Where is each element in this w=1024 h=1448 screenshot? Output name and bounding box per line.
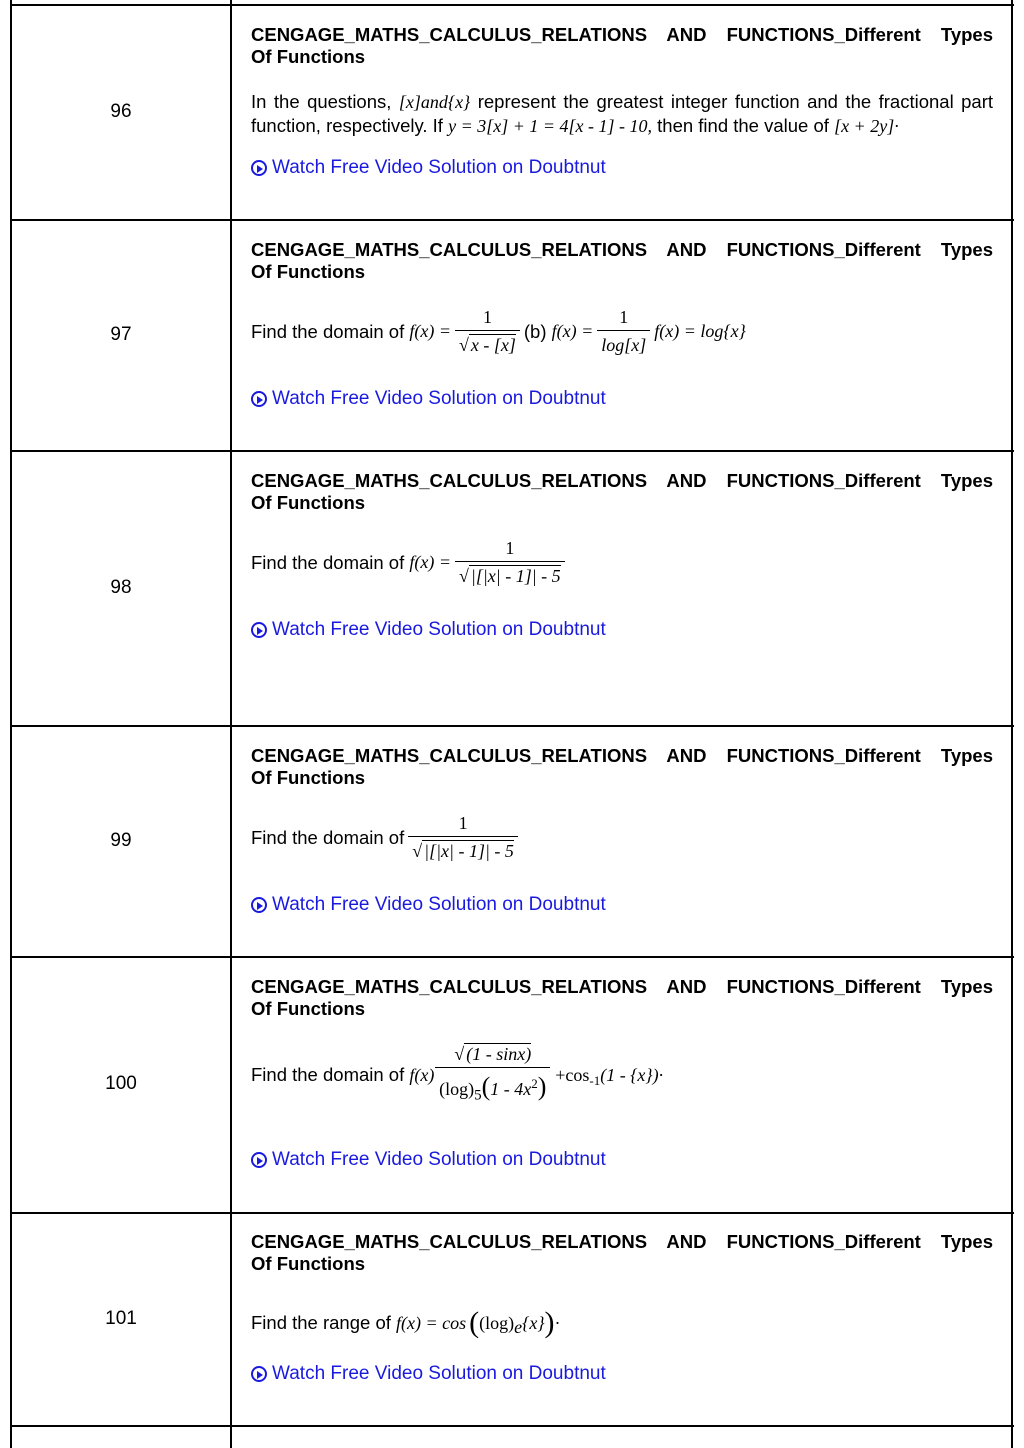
fraction: $\frac{1}{√ |[|x| - 1]| - 5}$ — [455, 537, 565, 588]
table-column-divider — [230, 0, 232, 1448]
math-expression: f(x) = — [551, 321, 594, 341]
fraction — [597, 306, 650, 357]
table-left-border — [10, 0, 12, 1448]
numerator: 1 — [505, 538, 515, 558]
math-expression: f(x) = log{x} — [654, 321, 746, 341]
exponent: -1 — [589, 1073, 601, 1088]
fraction: $\frac{1}{√ |[|x| - 1]| - 5}$ — [408, 812, 518, 863]
title-line: Of Functions — [251, 767, 366, 788]
question-text — [251, 90, 993, 138]
link-label: Watch Free Video Solution on Doubtnut — [272, 157, 606, 178]
fraction: $\frac{√ (1 - \sin x)}{(\log)_5(1 - 4x^2)}$ — [434, 1043, 551, 1108]
question-number: 100 — [105, 1073, 137, 1094]
question-text-part: In the questions, — [251, 91, 392, 112]
link-label: Watch Free Video Solution on Doubtnut — [272, 388, 606, 409]
math-expression: f(x) = — [409, 552, 451, 572]
question-text-part: then find the value of — [657, 115, 829, 136]
log-base: e — [514, 1317, 523, 1337]
title-line: CENGAGE_MATHS_CALCULUS_RELATIONS AND FUNCTIONS_Different Types — [251, 24, 993, 45]
math-expression: +cos — [555, 1064, 590, 1085]
play-icon — [251, 160, 267, 176]
denominator-part: (log) — [439, 1079, 475, 1099]
row-divider — [10, 1212, 1014, 1214]
play-icon — [251, 1366, 267, 1382]
question-text-part: Find the domain of — [251, 320, 405, 342]
title-line: Of Functions — [251, 1253, 366, 1274]
question-text — [251, 306, 993, 357]
title-line: CENGAGE_MATHS_CALCULUS_RELATIONS AND FUNCTIONS_Different Types — [251, 976, 993, 997]
table-right-border — [1011, 0, 1013, 1448]
title-line: Of Functions — [251, 261, 366, 282]
question-text-part: Find the domain of — [251, 1064, 405, 1086]
title-line: Of Functions — [251, 46, 366, 67]
question-number: 97 — [110, 324, 132, 345]
link-label: Watch Free Video Solution on Doubtnut — [272, 619, 606, 640]
math-expression: {x} — [522, 1312, 545, 1333]
question-title — [251, 24, 993, 68]
question-number: 99 — [110, 830, 132, 851]
math-expression: (1 - {x})· — [600, 1064, 664, 1085]
link-label: Watch Free Video Solution on Doubtnut — [272, 1363, 606, 1384]
row-divider — [10, 219, 1014, 221]
title-line: CENGAGE_MATHS_CALCULUS_RELATIONS AND FUNCTIONS_Different Types — [251, 239, 993, 260]
numerator: (1 - sinx) — [466, 1044, 532, 1064]
question-title — [251, 1231, 993, 1275]
watch-video-link[interactable] — [251, 1363, 606, 1385]
question-text-part: represent the greatest integer function and the fractional part function, respectively. If — [251, 91, 994, 136]
log-base: 5 — [474, 1087, 482, 1104]
question-title — [251, 239, 993, 283]
question-number: 96 — [110, 101, 132, 122]
question-text-part: Find the domain of — [251, 551, 405, 573]
numerator: 1 — [458, 813, 468, 833]
math-expression: f(x) = cos — [396, 1312, 467, 1333]
math-expression: [x]and{x} — [398, 92, 471, 112]
row-divider — [10, 956, 1014, 958]
title-line: Of Functions — [251, 492, 366, 513]
question-text-part: Find the domain of — [251, 826, 405, 848]
denominator-part: 1 - 4x — [490, 1079, 532, 1099]
question-text: Find the range of f(x) = cos ( (log) e {x} ) · — [251, 1306, 561, 1339]
math-expression: [x + 2y]· — [834, 116, 899, 136]
row-divider — [10, 4, 1014, 6]
denominator: |[|x| - 1]| - 5 — [470, 566, 561, 586]
question-text — [251, 537, 993, 588]
watch-video-link[interactable] — [251, 619, 606, 641]
math-expression: y = 3[x] + 1 = 4[x - 1] - 10, — [448, 116, 652, 136]
play-icon — [251, 622, 267, 638]
watch-video-link[interactable] — [251, 157, 606, 179]
watch-video-link[interactable] — [251, 388, 606, 410]
row-divider — [10, 725, 1014, 727]
question-number: 98 — [110, 577, 132, 598]
numerator: 1 — [619, 307, 629, 327]
denominator: log[x] — [597, 330, 650, 357]
title-line: CENGAGE_MATHS_CALCULUS_RELATIONS AND FUNCTIONS_Different Types — [251, 470, 993, 491]
question-text — [251, 812, 993, 863]
math-expression: f(x) = — [409, 321, 451, 341]
title-line: Of Functions — [251, 998, 366, 1019]
play-icon — [251, 1152, 267, 1168]
exponent: 2 — [531, 1076, 538, 1091]
question-text-part: (b) — [523, 320, 547, 342]
title-line: CENGAGE_MATHS_CALCULUS_RELATIONS AND FUNCTIONS_Different Types — [251, 1231, 993, 1252]
math-expression: (log) — [479, 1312, 515, 1333]
math-expression: · — [554, 1312, 561, 1333]
fraction: $\frac{1}{√ x - [x]}$ — [455, 306, 520, 357]
math-expression: f(x) — [409, 1064, 435, 1085]
numerator: 1 — [482, 307, 492, 327]
watch-video-link[interactable] — [251, 1149, 606, 1171]
play-icon — [251, 391, 267, 407]
question-title — [251, 745, 993, 789]
link-label: Watch Free Video Solution on Doubtnut — [272, 894, 606, 915]
link-label: Watch Free Video Solution on Doubtnut — [272, 1149, 606, 1170]
row-divider — [10, 1425, 1014, 1427]
title-line: CENGAGE_MATHS_CALCULUS_RELATIONS AND FUNCTIONS_Different Types — [251, 745, 993, 766]
question-title — [251, 470, 993, 514]
question-text — [251, 1043, 993, 1108]
question-number: 101 — [105, 1308, 137, 1329]
watch-video-link[interactable] — [251, 894, 606, 916]
question-title — [251, 976, 993, 1020]
play-icon — [251, 897, 267, 913]
denominator: |[|x| - 1]| - 5 — [424, 841, 514, 861]
row-divider — [10, 450, 1014, 452]
question-text-part: Find the range of — [251, 1312, 391, 1333]
denominator: x - [x] — [470, 335, 516, 355]
